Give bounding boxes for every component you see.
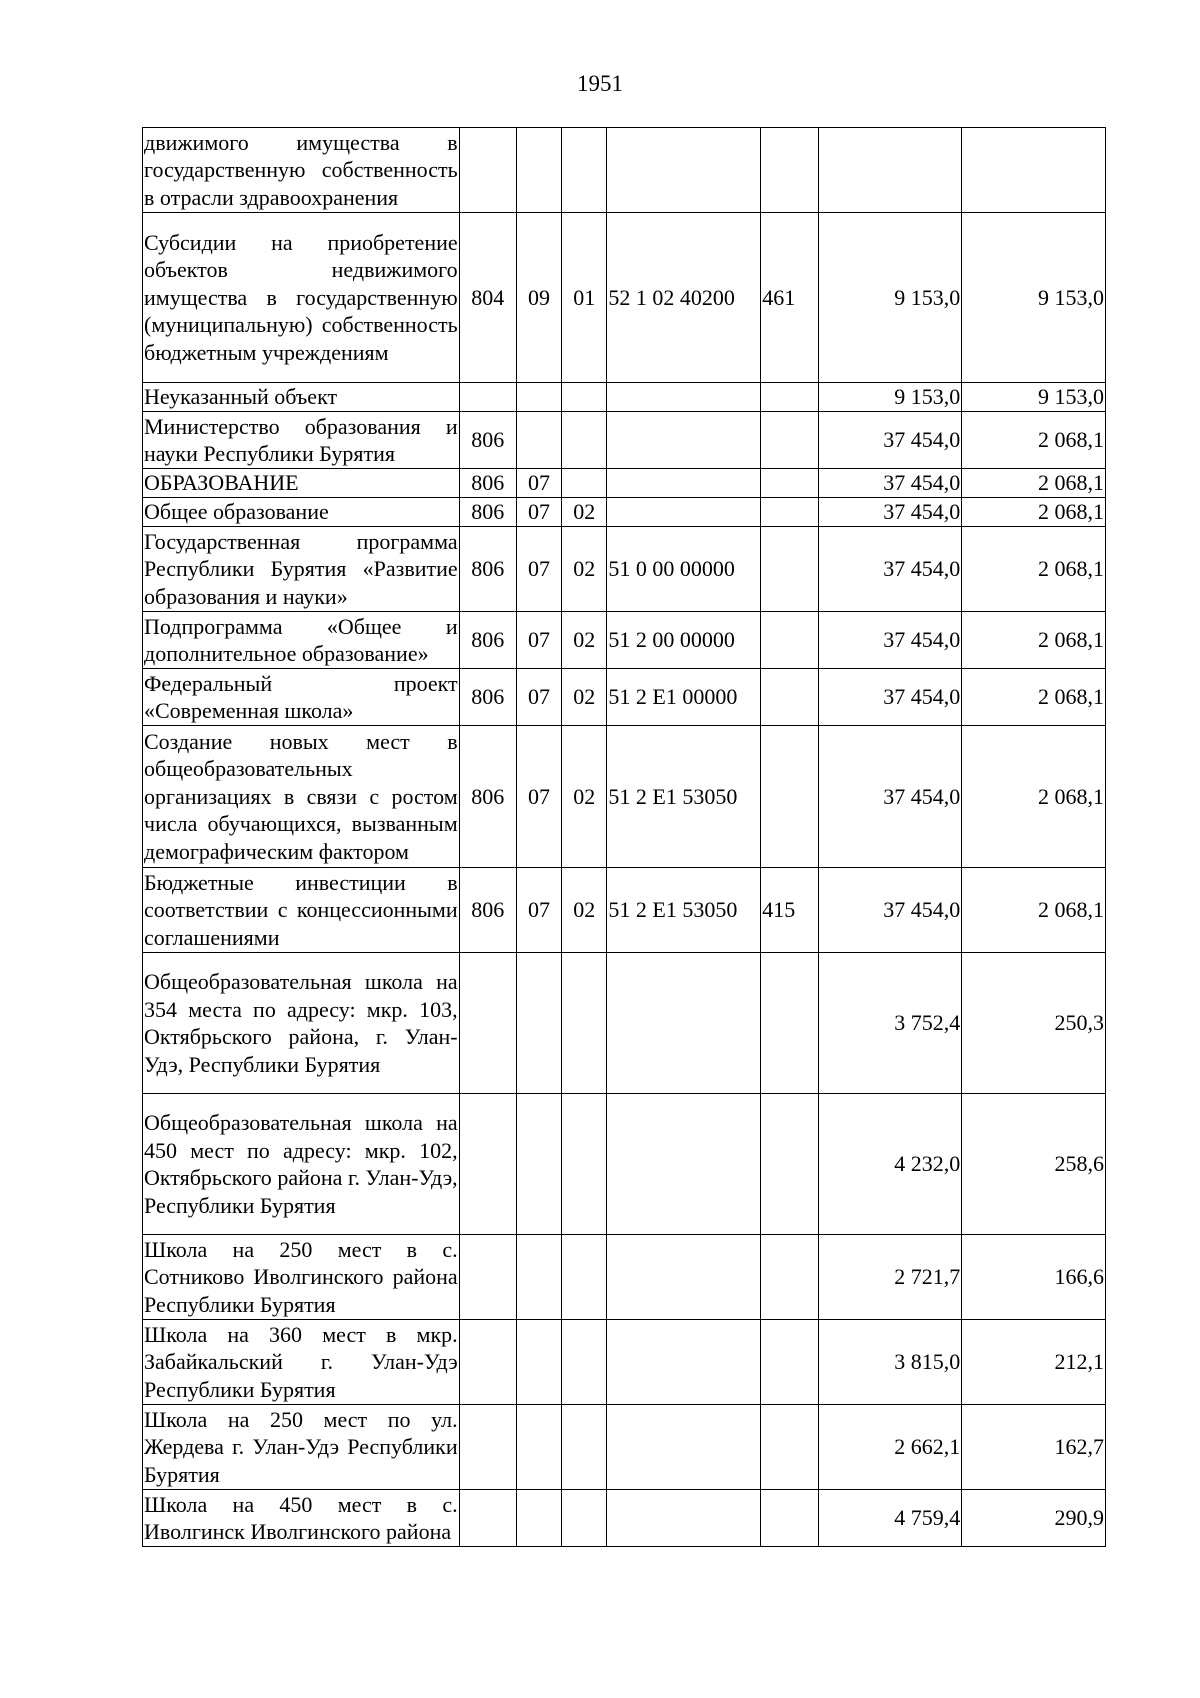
target-article-cell xyxy=(607,383,761,412)
amount-year-1-cell: 2 662,1 xyxy=(818,1405,962,1490)
table-row xyxy=(143,469,1106,498)
amount-year-1-cell: 37 454,0 xyxy=(818,726,962,868)
table-row xyxy=(143,726,1106,868)
section-code-cell: 07 xyxy=(516,527,561,612)
target-article-cell: 51 2 E1 53050 xyxy=(607,726,761,868)
item-name-cell: Создание новых мест в общеобразовательных организациях в связи с ростом числа обучающихся, вызванным демографическим фактором xyxy=(143,726,460,868)
amount-year-1-cell: 3 752,4 xyxy=(818,953,962,1094)
section-code-cell xyxy=(516,383,561,412)
amount-year-2-cell: 250,3 xyxy=(962,953,1106,1094)
subsection-code-cell xyxy=(562,1235,607,1320)
item-name-cell: движимого имущества в государственную собственность в отрасли здравоохранения xyxy=(143,128,460,213)
subsection-code-cell: 02 xyxy=(562,612,607,669)
page-number: 1951 xyxy=(577,71,623,96)
ministry-code-cell xyxy=(459,1490,516,1547)
target-article-cell xyxy=(607,1490,761,1547)
target-article-cell xyxy=(607,412,761,469)
amount-year-2-cell: 9 153,0 xyxy=(962,213,1106,383)
expense-type-cell xyxy=(761,498,818,527)
subsection-code-cell xyxy=(562,383,607,412)
item-name-cell: Бюджетные инвестиции в соответствии с концессионными соглашениями xyxy=(143,868,460,953)
subsection-code-cell: 02 xyxy=(562,498,607,527)
subsection-code-cell xyxy=(562,1405,607,1490)
expense-type-cell xyxy=(761,469,818,498)
table-row xyxy=(143,868,1106,953)
expense-type-cell xyxy=(761,1235,818,1320)
target-article-cell xyxy=(607,128,761,213)
ministry-code-cell: 804 xyxy=(459,213,516,383)
expense-type-cell xyxy=(761,669,818,726)
expense-type-cell xyxy=(761,383,818,412)
amount-year-1-cell: 37 454,0 xyxy=(818,868,962,953)
item-name-cell: Федеральный проект «Современная школа» xyxy=(143,669,460,726)
amount-year-2-cell: 2 068,1 xyxy=(962,527,1106,612)
amount-year-2-cell: 212,1 xyxy=(962,1320,1106,1405)
amount-year-1-cell: 37 454,0 xyxy=(818,412,962,469)
amount-year-1-cell xyxy=(818,128,962,213)
section-code-cell xyxy=(516,1235,561,1320)
target-article-cell xyxy=(607,953,761,1094)
table-row xyxy=(143,1094,1106,1235)
amount-year-2-cell: 2 068,1 xyxy=(962,498,1106,527)
amount-year-1-cell: 4 232,0 xyxy=(818,1094,962,1235)
ministry-code-cell xyxy=(459,953,516,1094)
table-row xyxy=(143,1405,1106,1490)
section-code-cell xyxy=(516,1320,561,1405)
ministry-code-cell: 806 xyxy=(459,498,516,527)
section-code-cell xyxy=(516,953,561,1094)
table-row xyxy=(143,412,1106,469)
amount-year-2-cell: 2 068,1 xyxy=(962,469,1106,498)
target-article-cell: 51 2 00 00000 xyxy=(607,612,761,669)
table-row xyxy=(143,498,1106,527)
item-name-cell: Школа на 250 мест по ул. Жердева г. Улан-Удэ Республики Бурятия xyxy=(143,1405,460,1490)
budget-table xyxy=(142,127,1106,1547)
amount-year-1-cell: 9 153,0 xyxy=(818,213,962,383)
ministry-code-cell: 806 xyxy=(459,726,516,868)
table-row xyxy=(143,1490,1106,1547)
amount-year-2-cell xyxy=(962,128,1106,213)
target-article-cell xyxy=(607,1235,761,1320)
amount-year-2-cell: 166,6 xyxy=(962,1235,1106,1320)
amount-year-2-cell: 2 068,1 xyxy=(962,612,1106,669)
item-name-cell: Неуказанный объект xyxy=(143,383,460,412)
item-name-cell: Общеобразовательная школа на 354 места по адресу: мкр. 103, Октябрьского района, г. Улан-Удэ, Республики Бурятия xyxy=(143,953,460,1094)
ministry-code-cell xyxy=(459,128,516,213)
ministry-code-cell: 806 xyxy=(459,527,516,612)
item-name-cell: Общее образование xyxy=(143,498,460,527)
section-code-cell xyxy=(516,1490,561,1547)
expense-type-cell xyxy=(761,1320,818,1405)
expense-type-cell: 461 xyxy=(761,213,818,383)
ministry-code-cell: 806 xyxy=(459,612,516,669)
subsection-code-cell xyxy=(562,1320,607,1405)
item-name-cell: Школа на 360 мест в мкр. Забайкальский г. Улан-Удэ Республики Бурятия xyxy=(143,1320,460,1405)
subsection-code-cell: 01 xyxy=(562,213,607,383)
target-article-cell: 51 0 00 00000 xyxy=(607,527,761,612)
subsection-code-cell xyxy=(562,1490,607,1547)
expense-type-cell xyxy=(761,726,818,868)
subsection-code-cell: 02 xyxy=(562,527,607,612)
section-code-cell: 07 xyxy=(516,669,561,726)
expense-type-cell xyxy=(761,1405,818,1490)
expense-type-cell xyxy=(761,1490,818,1547)
ministry-code-cell: 806 xyxy=(459,669,516,726)
subsection-code-cell: 02 xyxy=(562,669,607,726)
amount-year-2-cell: 2 068,1 xyxy=(962,412,1106,469)
subsection-code-cell: 02 xyxy=(562,868,607,953)
amount-year-1-cell: 9 153,0 xyxy=(818,383,962,412)
expense-type-cell xyxy=(761,412,818,469)
ministry-code-cell xyxy=(459,383,516,412)
ministry-code-cell xyxy=(459,1320,516,1405)
section-code-cell: 07 xyxy=(516,868,561,953)
target-article-cell xyxy=(607,1320,761,1405)
target-article-cell xyxy=(607,498,761,527)
amount-year-2-cell: 9 153,0 xyxy=(962,383,1106,412)
table-body xyxy=(143,128,1106,1547)
subsection-code-cell xyxy=(562,1094,607,1235)
section-code-cell: 09 xyxy=(516,213,561,383)
target-article-cell xyxy=(607,469,761,498)
expense-type-cell xyxy=(761,128,818,213)
table-row xyxy=(143,953,1106,1094)
target-article-cell: 52 1 02 40200 xyxy=(607,213,761,383)
section-code-cell xyxy=(516,1094,561,1235)
section-code-cell xyxy=(516,412,561,469)
amount-year-1-cell: 2 721,7 xyxy=(818,1235,962,1320)
ministry-code-cell xyxy=(459,1235,516,1320)
item-name-cell: Министерство образования и науки Республики Бурятия xyxy=(143,412,460,469)
target-article-cell: 51 2 E1 00000 xyxy=(607,669,761,726)
section-code-cell: 07 xyxy=(516,498,561,527)
amount-year-2-cell: 258,6 xyxy=(962,1094,1106,1235)
amount-year-2-cell: 2 068,1 xyxy=(962,669,1106,726)
target-article-cell: 51 2 E1 53050 xyxy=(607,868,761,953)
item-name-cell: ОБРАЗОВАНИЕ xyxy=(143,469,460,498)
ministry-code-cell: 806 xyxy=(459,412,516,469)
expense-type-cell xyxy=(761,1094,818,1235)
amount-year-1-cell: 37 454,0 xyxy=(818,612,962,669)
item-name-cell: Общеобразовательная школа на 450 мест по адресу: мкр. 102, Октябрьского района г. Улан-Удэ, Республики Бурятия xyxy=(143,1094,460,1235)
section-code-cell xyxy=(516,128,561,213)
table-row xyxy=(143,527,1106,612)
table-row xyxy=(143,213,1106,383)
subsection-code-cell xyxy=(562,469,607,498)
item-name-cell: Подпрограмма «Общее и дополнительное образование» xyxy=(143,612,460,669)
table-row xyxy=(143,612,1106,669)
table-row xyxy=(143,1235,1106,1320)
table-row xyxy=(143,383,1106,412)
amount-year-2-cell: 162,7 xyxy=(962,1405,1106,1490)
target-article-cell xyxy=(607,1094,761,1235)
ministry-code-cell: 806 xyxy=(459,469,516,498)
section-code-cell: 07 xyxy=(516,469,561,498)
ministry-code-cell xyxy=(459,1405,516,1490)
section-code-cell: 07 xyxy=(516,612,561,669)
subsection-code-cell: 02 xyxy=(562,726,607,868)
ministry-code-cell xyxy=(459,1094,516,1235)
subsection-code-cell xyxy=(562,953,607,1094)
table-row xyxy=(143,669,1106,726)
amount-year-2-cell: 2 068,1 xyxy=(962,726,1106,868)
amount-year-1-cell: 37 454,0 xyxy=(818,469,962,498)
expense-type-cell: 415 xyxy=(761,868,818,953)
item-name-cell: Субсидии на приобретение объектов недвижимого имущества в государственную (муниципальную) собственность бюджетным учреждениям xyxy=(143,213,460,383)
amount-year-1-cell: 4 759,4 xyxy=(818,1490,962,1547)
amount-year-1-cell: 3 815,0 xyxy=(818,1320,962,1405)
subsection-code-cell xyxy=(562,128,607,213)
expense-type-cell xyxy=(761,612,818,669)
expense-type-cell xyxy=(761,527,818,612)
ministry-code-cell: 806 xyxy=(459,868,516,953)
amount-year-1-cell: 37 454,0 xyxy=(818,669,962,726)
item-name-cell: Государственная программа Республики Бурятия «Развитие образования и науки» xyxy=(143,527,460,612)
amount-year-1-cell: 37 454,0 xyxy=(818,527,962,612)
amount-year-2-cell: 290,9 xyxy=(962,1490,1106,1547)
section-code-cell xyxy=(516,1405,561,1490)
item-name-cell: Школа на 450 мест в с. Иволгинск Иволгинского района xyxy=(143,1490,460,1547)
expense-type-cell xyxy=(761,953,818,1094)
amount-year-1-cell: 37 454,0 xyxy=(818,498,962,527)
item-name-cell: Школа на 250 мест в с. Сотниково Иволгинского района Республики Бурятия xyxy=(143,1235,460,1320)
table-row xyxy=(143,1320,1106,1405)
amount-year-2-cell: 2 068,1 xyxy=(962,868,1106,953)
subsection-code-cell xyxy=(562,412,607,469)
section-code-cell: 07 xyxy=(516,726,561,868)
table-row xyxy=(143,128,1106,213)
target-article-cell xyxy=(607,1405,761,1490)
